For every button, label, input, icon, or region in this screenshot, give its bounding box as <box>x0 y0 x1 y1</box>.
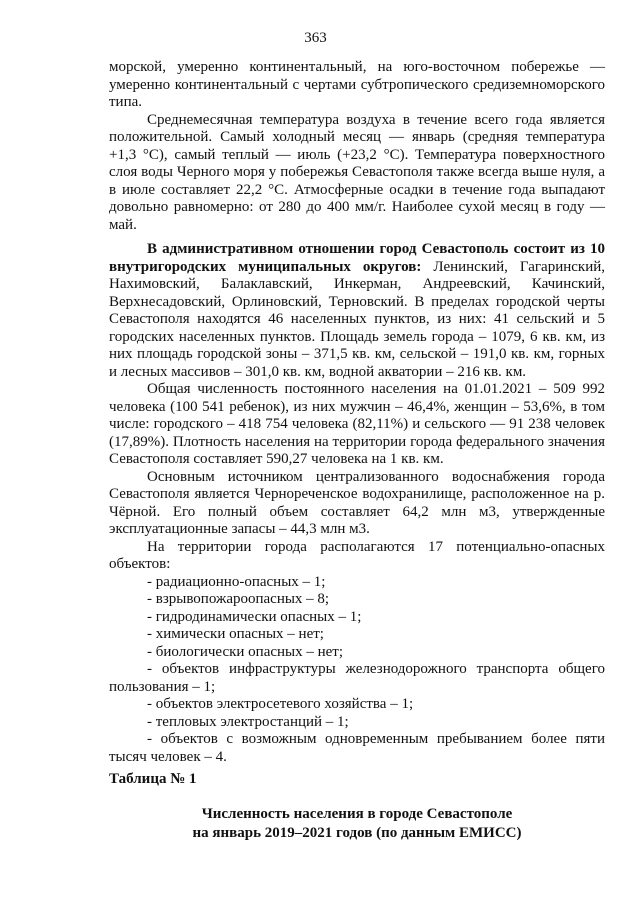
table-caption <box>109 805 605 843</box>
list-item: - гидродинамически опасных – 1; <box>147 608 362 625</box>
paragraph-climate-end: морской, умеренно континентальный, на юго-восточном побережье — умеренно континентальный с чертами субтропического средиземноморского типа. <box>109 59 605 110</box>
list-item: - радиационно-опасных – 1; <box>147 573 326 590</box>
admin-text: Ленинский, Гагаринский, Нахимовский, Балаклавский, Инкерман, Андреевский, Качинский, Верхнесадовский, Орлиновский, Терновский. В пределах городской черты Севастополя находятся 46 населенных пунктов, из них: 41 сельский и 5 городских населенных пунктов. Площадь земель города – 1079, 6 кв. км, из них площадь городской зоны – 371,5 кв. км, сельской – 191,0 кв. км, горных и лесных массивов – 301,0 кв. км, водной акватории – 216 кв. км. <box>109 258 605 380</box>
list-item: - взрывопожароопасных – 8; <box>147 591 330 607</box>
table-label: Таблица № 1 <box>109 771 197 787</box>
list-item: - химически опасных – нет; <box>147 626 324 642</box>
admin-bold-text: В административном отношении город Севастополь состоит из 10 внутригородских муниципальных округов: <box>109 241 605 275</box>
table-caption-line-2: на январь 2019–2021 годов (по данным ЕМИСС) <box>192 825 522 841</box>
list-item: - биологически опасных – нет; <box>147 643 344 660</box>
list-item: - объектов инфраструктуры железнодорожного транспорта общего пользования – 1; <box>109 661 605 695</box>
paragraph-population: Общая численность постоянного населения на 01.01.2021 – 509 992 человека (100 541 ребенок), из них мужчин – 46,4%, женщин – 53,6%, в том числе: городского – 418 754 человека (82,11%) и сельского — 91 238 человек (17,89%). Плотность населения на территории города федерального значения Севастополя составляет 590,27 человека на 1 кв. км. <box>109 381 605 467</box>
list-item: - объектов с возможным одновременным пребыванием более пяти тысяч человек – 4. <box>109 731 605 765</box>
paragraph-hazard-intro: На территории города располагаются 17 потенциально-опасных объектов: <box>109 538 605 572</box>
list-item: - объектов электросетевого хозяйства – 1; <box>147 696 414 712</box>
paragraph-temperature: Среднемесячная температура воздуха в течение всего года является положительной. Самый холодный месяц — январь (средняя температура +1,3 °С), самый теплый — июль (+23,2 °С). Температура поверхностного слоя воды Черного моря у побережья Севастополя также всегда выше нуля, а в июле составляет 22,2 °С. Атмосферные осадки в течение года выпадают довольно равномерно: от 280 до 400 мм/г. Наиболее сухой месяц в году — май. <box>109 111 605 233</box>
list-item: - тепловых электростанций – 1; <box>147 713 349 730</box>
table-caption-line-1: Численность населения в городе Севастополе <box>201 806 513 822</box>
paragraph-admin <box>109 241 605 381</box>
page-number: 363 <box>304 30 327 46</box>
document-body <box>109 59 605 766</box>
paragraph-water: Основным источником централизованного водоснабжения города Севастополя является Чернореченское водохранилище, расположенное на р. Чёрной. Его полный объем составляет 64,2 млн м3, утвержденные эксплуатационные запасы – 44,3 млн м3. <box>109 468 605 537</box>
